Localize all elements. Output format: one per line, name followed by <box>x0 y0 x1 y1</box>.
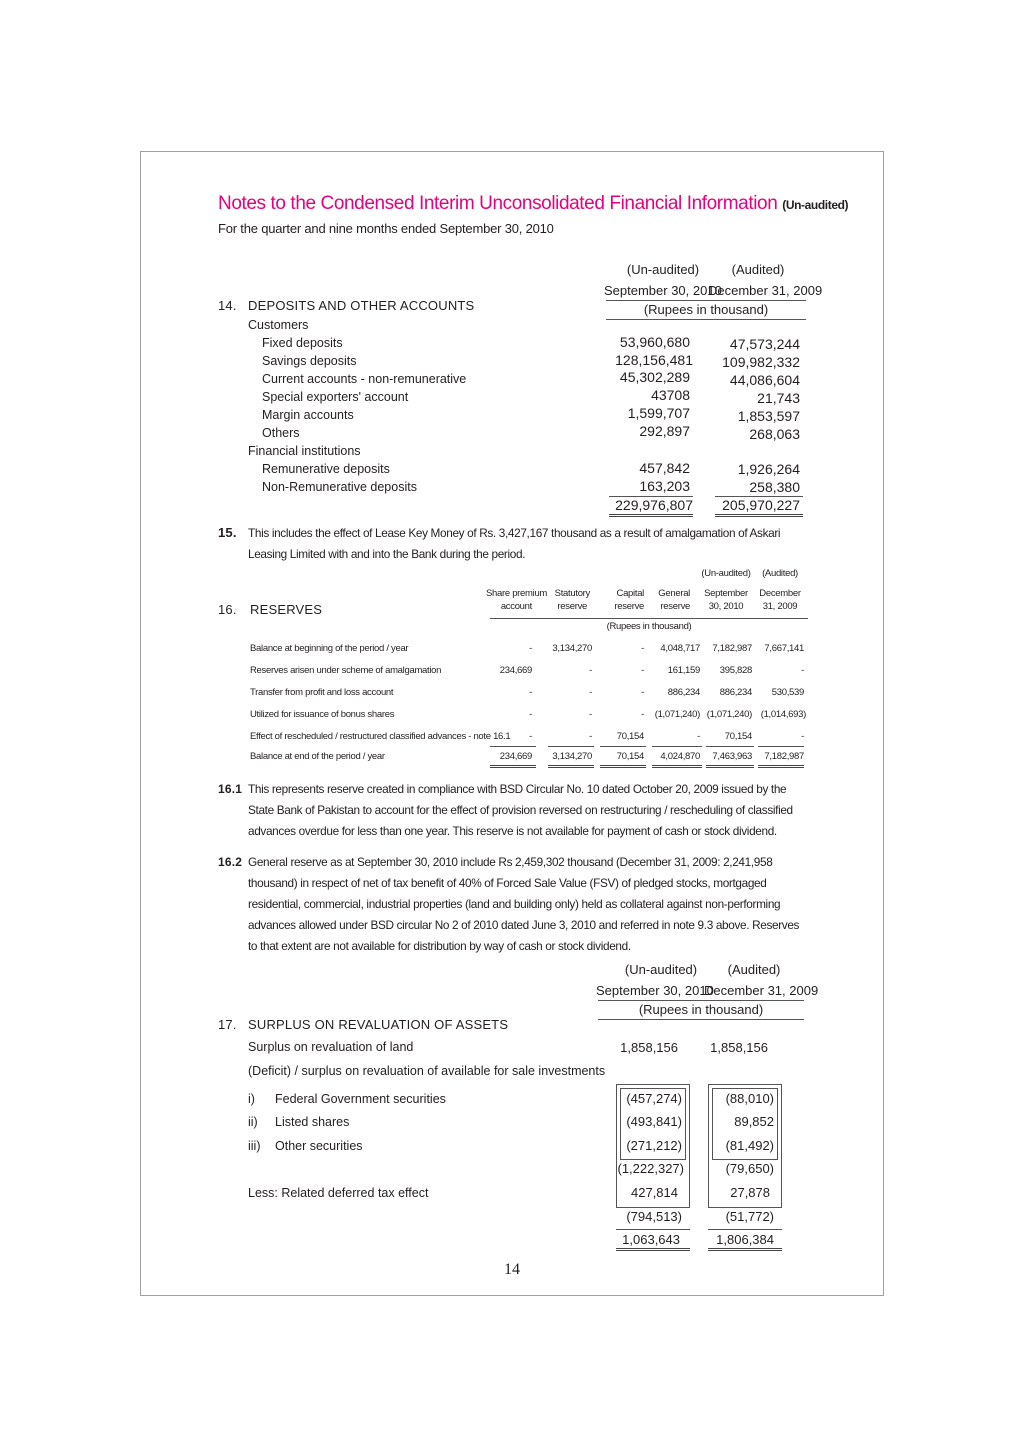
row-label: Current accounts - non-remunerative <box>262 372 467 386</box>
value-col2: 268,063 <box>749 426 800 442</box>
value-col1: 1,858,156 <box>620 1040 678 1055</box>
row-label: Reserves arisen under scheme of amalgamation <box>250 665 442 676</box>
note-text: This includes the effect of Lease Key Money of Rs. 3,427,167 thousand as a result of amalgamation of Askari Leasing Limited with and into the Bank during the period. <box>248 526 781 561</box>
value-col2: 27,878 <box>730 1185 770 1200</box>
row-label: Surplus on revaluation of land <box>248 1040 414 1054</box>
item-number: iii) <box>248 1139 261 1153</box>
net-col1: (794,513) <box>626 1209 682 1224</box>
value-col1: 53,960,680 <box>619 334 690 350</box>
col-header: December <box>759 588 801 599</box>
col2-date: December 31, 2009 <box>704 983 819 998</box>
unit-label: (Rupees in thousand) <box>638 1002 764 1017</box>
page-number: 14 <box>504 1261 520 1278</box>
value-capital: 70,154 <box>616 751 644 762</box>
col-header: reserve <box>660 601 690 612</box>
value-col2: 109,982,332 <box>722 354 800 370</box>
value-share-premium: - <box>529 643 532 654</box>
total-col2: 205,970,227 <box>722 497 800 513</box>
col-header: 31, 2009 <box>762 601 798 612</box>
value-col2: (88,010) <box>725 1091 774 1106</box>
row-label: (Deficit) / surplus on revaluation of available for sale investments <box>248 1064 606 1078</box>
row-label: Effect of rescheduled / restructured classified advances - note 16.1 <box>250 731 511 742</box>
value-dec-2009: 530,539 <box>771 687 804 698</box>
section-heading: SURPLUS ON REVALUATION OF ASSETS <box>248 1017 509 1032</box>
value-capital: - <box>641 643 644 654</box>
row-label: Balance at end of the period / year <box>250 751 385 762</box>
note-number: 16.1 <box>218 782 243 796</box>
value-statutory: 3,134,270 <box>552 751 592 762</box>
page-subtitle: For the quarter and nine months ended September 30, 2010 <box>218 221 554 236</box>
subtotal-col1: (1,222,327) <box>617 1161 684 1176</box>
value-col1: 43708 <box>651 387 690 403</box>
note-text: This represents reserve created in compliance with BSD Circular No. 10 dated October 20, 2009 issued by the State Bank of Pakistan to account for the effect of provision reversed on restructuring / rescheduling of classified advances overdue for less than one year. This reserve is not available for payment of cash or stock dividend. <box>248 782 793 838</box>
row-label: Utilized for issuance of bonus shares <box>250 709 395 720</box>
value-col2: 258,380 <box>749 479 800 495</box>
value-col2: 1,858,156 <box>710 1040 768 1055</box>
col-header: September <box>704 588 748 599</box>
value-col1: (493,841) <box>626 1114 682 1129</box>
col-status: (Audited) <box>762 568 798 579</box>
col1-status: (Un-audited) <box>624 962 698 977</box>
note-number: 16.2 <box>218 855 243 869</box>
section-heading: RESERVES <box>250 602 323 617</box>
row-label: Others <box>262 426 300 440</box>
value-general: 161,159 <box>667 665 700 676</box>
row-label: Special exporters' account <box>262 390 409 404</box>
subtotal-col2: (79,650) <box>725 1161 774 1176</box>
value-col2: (81,492) <box>725 1138 774 1153</box>
note-number: 15. <box>218 525 237 540</box>
value-statutory: - <box>589 665 592 676</box>
row-label: Federal Government securities <box>275 1092 446 1106</box>
row-label: Fixed deposits <box>262 336 343 350</box>
value-col1: 163,203 <box>639 478 690 494</box>
value-col1: (457,274) <box>626 1091 682 1106</box>
row-label: Other securities <box>275 1139 363 1153</box>
col2-status: (Audited) <box>731 262 785 277</box>
row-label: Non-Remunerative deposits <box>262 480 417 494</box>
value-col2: 1,853,597 <box>737 408 800 424</box>
unit-label: (Rupees in thousand) <box>606 621 692 632</box>
item-number: ii) <box>248 1115 258 1129</box>
value-dec-2009: - <box>801 731 804 742</box>
value-statutory: 3,134,270 <box>552 643 592 654</box>
note-number: 17. <box>218 1017 237 1032</box>
value-sep-2010: (1,071,240) <box>706 709 752 720</box>
col-header: reserve <box>557 601 587 612</box>
col1-date: September 30, 2010 <box>604 283 722 298</box>
value-col2: 89,852 <box>734 1114 774 1129</box>
col-header: Share premium <box>486 588 548 599</box>
value-general: (1,071,240) <box>654 709 700 720</box>
col-header: General <box>658 588 690 599</box>
row-label: Balance at beginning of the period / year <box>250 643 409 654</box>
value-general: 886,234 <box>667 687 700 698</box>
value-share-premium: 234,669 <box>499 751 532 762</box>
value-general: - <box>697 731 700 742</box>
value-share-premium: 234,669 <box>499 665 532 676</box>
value-col1: 427,814 <box>631 1185 678 1200</box>
value-share-premium: - <box>529 709 532 720</box>
group-label: Financial institutions <box>248 444 361 458</box>
total-col2: 1,806,384 <box>716 1232 774 1247</box>
col1-date: September 30, 2010 <box>596 983 714 998</box>
value-sep-2010: 886,234 <box>719 687 752 698</box>
total-col1: 1,063,643 <box>622 1232 680 1247</box>
col-header: Capital <box>616 588 644 599</box>
value-sep-2010: 7,182,987 <box>712 643 752 654</box>
value-dec-2009: 7,667,141 <box>764 643 804 654</box>
col-status: (Un-audited) <box>701 568 751 579</box>
value-share-premium: - <box>529 731 532 742</box>
group-label: Customers <box>248 318 309 332</box>
section-heading: DEPOSITS AND OTHER ACCOUNTS <box>248 298 475 313</box>
note-text: General reserve as at September 30, 2010 include Rs 2,459,302 thousand (December 31, 2009: 2,241,958 thousand) in respect of net of tax benefit of 40% of Forced Sale Value (FSV) of pledged stocks, mortgaged residential, commercial, industrial properties (land and building only) held as collateral against non-performing advances allowed under BSD circular No 2 of 2010 dated June 3, 2010 and referred in note 9.3 above. Reserves to that extent are not available for distribution by way of cash or stock dividend. <box>248 855 800 953</box>
value-col1: 45,302,289 <box>619 369 690 385</box>
value-dec-2009: 7,182,987 <box>764 751 804 762</box>
title-audit-status: (Un-audited) <box>782 198 849 212</box>
value-sep-2010: 70,154 <box>724 731 752 742</box>
value-share-premium: - <box>529 687 532 698</box>
value-col2: 44,086,604 <box>729 372 800 388</box>
value-col1: 128,156,481 <box>615 352 693 368</box>
col2-status: (Audited) <box>727 962 781 977</box>
row-label: Savings deposits <box>262 354 357 368</box>
value-capital: - <box>641 687 644 698</box>
unit-label: (Rupees in thousand) <box>643 302 769 317</box>
value-general: 4,024,870 <box>660 751 700 762</box>
value-statutory: - <box>589 731 592 742</box>
col-header: 30, 2010 <box>708 601 744 612</box>
value-capital: 70,154 <box>616 731 644 742</box>
value-general: 4,048,717 <box>660 643 700 654</box>
value-statutory: - <box>589 709 592 720</box>
col-header: reserve <box>614 601 644 612</box>
row-label: Less: Related deferred tax effect <box>248 1186 429 1200</box>
value-sep-2010: 7,463,963 <box>712 751 752 762</box>
value-dec-2009: - <box>801 665 804 676</box>
page-title: Notes to the Condensed Interim Unconsolidated Financial Information (Un-audited) <box>218 193 849 214</box>
value-col2: 21,743 <box>757 390 800 406</box>
net-col2: (51,772) <box>725 1209 774 1224</box>
value-col1: (271,212) <box>626 1138 682 1153</box>
value-statutory: - <box>589 687 592 698</box>
col1-status: (Un-audited) <box>626 262 700 277</box>
value-sep-2010: 395,828 <box>719 665 752 676</box>
item-number: i) <box>248 1092 255 1106</box>
row-label: Remunerative deposits <box>262 462 390 476</box>
value-capital: - <box>641 665 644 676</box>
note-number: 14. <box>218 298 237 313</box>
note-number: 16. <box>218 602 237 617</box>
col-header: Statutory <box>554 588 590 599</box>
value-dec-2009: (1,014,693) <box>760 709 806 720</box>
row-label: Margin accounts <box>262 408 354 422</box>
col-header: account <box>500 601 532 612</box>
value-col2: 1,926,264 <box>737 461 800 477</box>
value-col1: 1,599,707 <box>627 405 690 421</box>
total-col1: 229,976,807 <box>615 497 693 513</box>
row-label: Listed shares <box>275 1115 350 1129</box>
value-capital: - <box>641 709 644 720</box>
value-col1: 457,842 <box>639 460 690 476</box>
row-label: Transfer from profit and loss account <box>250 687 394 698</box>
col2-date: December 31, 2009 <box>708 283 823 298</box>
value-col2: 47,573,244 <box>729 336 800 352</box>
value-col1: 292,897 <box>639 423 690 439</box>
